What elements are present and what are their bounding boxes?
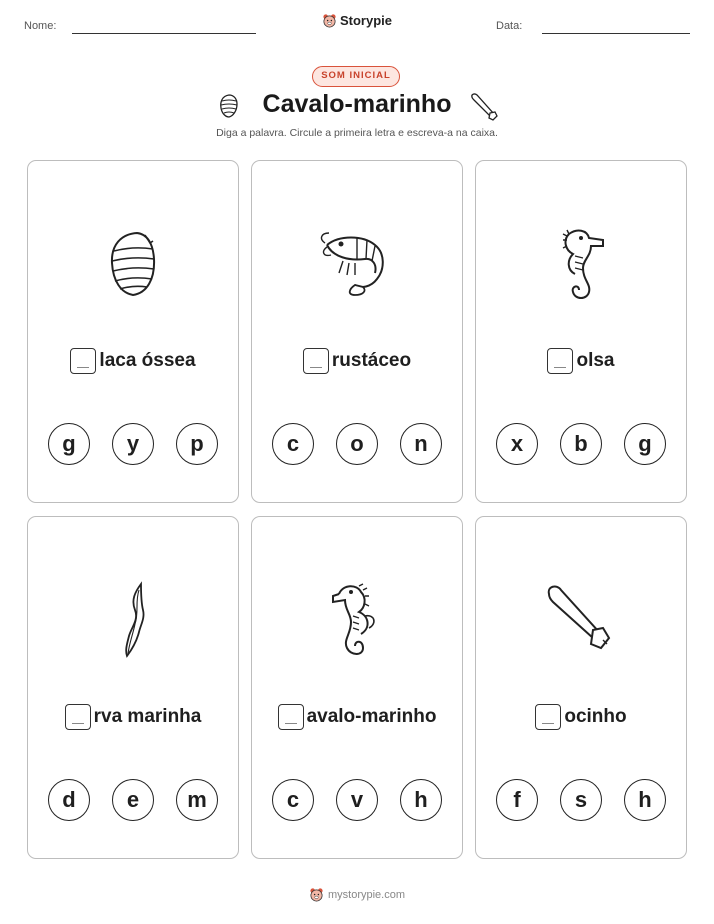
word-card <box>27 516 239 859</box>
word-fragment: rva marinha <box>93 706 202 727</box>
seahorse-icon <box>329 580 385 660</box>
letter-option[interactable]: h <box>624 779 666 821</box>
letter-option[interactable]: d <box>48 779 90 821</box>
word-fragment: olsa <box>576 350 615 371</box>
answer-box[interactable] <box>65 704 91 730</box>
seahorse-icon <box>553 226 609 302</box>
brand-name: Storypie <box>339 13 392 28</box>
word-card <box>251 516 463 859</box>
word-card <box>251 160 463 503</box>
answer-box[interactable] <box>303 348 329 374</box>
shrimp-icon <box>319 229 395 299</box>
snout-icon <box>468 91 500 123</box>
footer <box>0 887 714 902</box>
word-fragment: ocinho <box>564 706 627 727</box>
word-fragment: laca óssea <box>99 350 196 371</box>
name-input-line[interactable] <box>72 33 256 34</box>
letter-option[interactable]: o <box>336 423 378 465</box>
answer-box[interactable] <box>547 348 573 374</box>
letter-option[interactable]: g <box>48 423 90 465</box>
answer-box[interactable] <box>278 704 304 730</box>
date-input-line[interactable] <box>542 33 690 34</box>
brand <box>0 13 714 28</box>
date-label: Data: <box>496 20 523 32</box>
letter-option[interactable]: v <box>336 779 378 821</box>
word-card <box>27 160 239 503</box>
word-card <box>475 516 687 859</box>
name-label: Nome: <box>24 20 57 32</box>
instructions: Diga a palavra. Circule a primeira letra e escreva-a na caixa. <box>216 127 498 139</box>
letter-option[interactable]: e <box>112 779 154 821</box>
storypie-logo-icon <box>322 13 337 28</box>
letter-option[interactable]: n <box>400 423 442 465</box>
letter-option[interactable]: f <box>496 779 538 821</box>
letter-option[interactable]: c <box>272 779 314 821</box>
letter-option[interactable]: x <box>496 423 538 465</box>
letter-option[interactable]: h <box>400 779 442 821</box>
letter-option[interactable]: y <box>112 423 154 465</box>
letter-option[interactable]: m <box>176 779 218 821</box>
seaweed-icon <box>113 580 153 660</box>
word-fragment: rustáceo <box>331 350 412 371</box>
answer-box[interactable] <box>70 348 96 374</box>
letter-option[interactable]: c <box>272 423 314 465</box>
snout-icon <box>543 582 619 658</box>
category-badge: SOM INICIAL <box>312 66 400 87</box>
letter-option[interactable]: g <box>624 423 666 465</box>
letter-option[interactable]: p <box>176 423 218 465</box>
word-fragment: avalo-marinho <box>306 706 437 727</box>
answer-box[interactable] <box>535 704 561 730</box>
storypie-logo-icon <box>309 887 324 902</box>
letter-option[interactable]: b <box>560 423 602 465</box>
letter-option[interactable]: s <box>560 779 602 821</box>
page-title: Cavalo-marinho <box>262 90 452 118</box>
fish-scale-icon <box>103 229 163 299</box>
word-card <box>475 160 687 503</box>
footer-url[interactable]: mystorypie.com <box>327 888 406 901</box>
